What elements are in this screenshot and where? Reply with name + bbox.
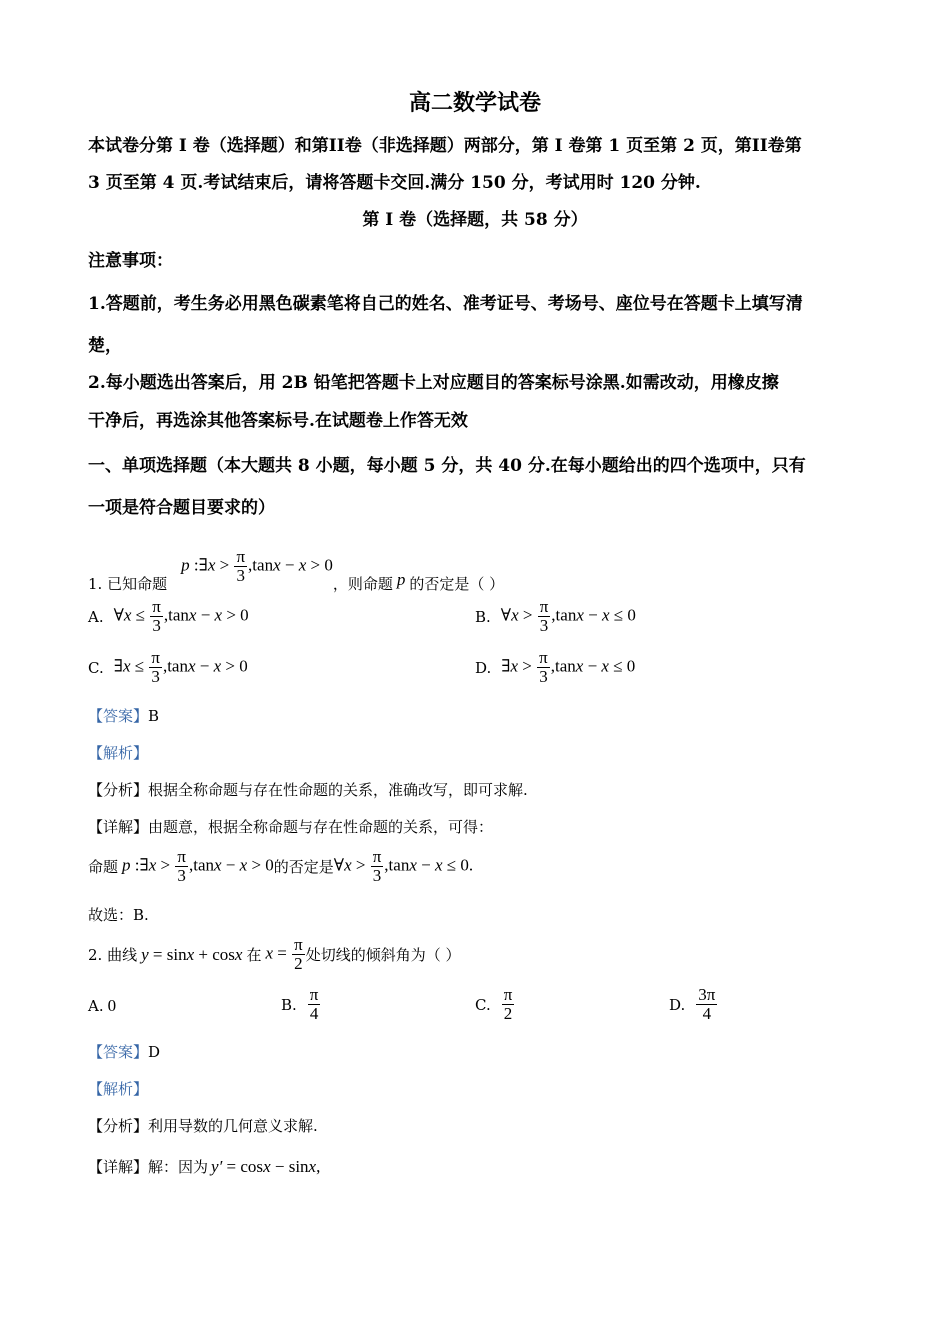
- q1-answer: 【答案】B: [88, 707, 160, 725]
- q2-analysis-tag: 【解析】: [88, 1080, 149, 1098]
- page-title: 高二数学试卷: [408, 90, 541, 116]
- note-1-line-2: 楚，: [88, 336, 122, 356]
- q1-final: 故选：B.: [88, 906, 149, 924]
- section-header: 第 I 卷（选择题，共 58 分）: [362, 210, 588, 230]
- q2-fenxi: 【分析】利用导数的几何意义求解.: [88, 1117, 318, 1135]
- q1-fenxi: 【分析】根据全称命题与存在性命题的关系，准确改写，即可求解.: [88, 781, 528, 799]
- q1-detail: 【详解】由题意，根据全称命题与存在性命题的关系，可得：: [88, 818, 494, 836]
- q1-conclusion: 命题 p :∃x > $\frac{\pi}{3}$ ,tanx − x > 0 的否定是 ∀x > $\frac{\pi}{3}$ ,tanx − x ≤ 0.: [88, 847, 474, 885]
- intro-line-2: 3 页至第 4 页.考试结束后，请将答题卡交回.满分 150 分，考试用时 120 分钟.: [88, 173, 701, 193]
- q1-proposition: p :∃x > $\frac{\pi}{3}$ ,tanx − x > 0: [181, 547, 333, 585]
- q2-option-d: D. $\frac{3\pi}{4}$: [669, 985, 716, 1023]
- q1-analysis-tag: 【解析】: [88, 744, 149, 762]
- q1-option-d: D. ∃x > $\frac{\pi}{3}$ ,tanx − x ≤ 0: [475, 648, 636, 686]
- note-2-line-2: 干净后，再选涂其他答案标号.在试题卷上作答无效: [88, 411, 468, 431]
- q1-stem: 1. 已知命题 p :∃x > $\frac{\pi}{3}$ ,tanx − x > 0 ，则命题 p 的否定是（ ）: [88, 547, 505, 593]
- intro-line-1: 本试卷分第 I 卷（选择题）和第II卷（非选择题）两部分，第 I 卷第 1 页至第 2 页，第II卷第: [88, 136, 802, 156]
- q1-option-b: B. ∀x > $\frac{\pi}{3}$ ,tanx − x ≤ 0: [475, 597, 636, 635]
- q1-option-a: A. ∀x ≤ $\frac{\pi}{3}$ ,tanx − x > 0: [88, 597, 249, 635]
- note-2-line-1: 2.每小题选出答案后，用 2B 铅笔把答题卡上对应题目的答案标号涂黑.如需改动，用橡皮擦: [88, 373, 779, 393]
- part1-line-1: 一、单项选择题（本大题共 8 小题，每小题 5 分，共 40 分.在每小题给出的四个选项中，只有: [88, 456, 806, 476]
- part1-line-2: 一项是符合题目要求的）: [88, 498, 275, 518]
- q1-option-c: C. ∃x ≤ $\frac{\pi}{3}$ ,tanx − x > 0: [88, 648, 248, 686]
- q2-option-c: C. $\frac{\pi}{2}$: [475, 985, 513, 1023]
- note-1-line-1: 1.答题前，考生务必用黑色碳素笔将自己的姓名、准考证号、考场号、座位号在答题卡上填写清: [88, 294, 803, 314]
- q2-option-b: B. $\frac{\pi}{4}$: [281, 985, 319, 1023]
- q2-stem: 2. 曲线 y = sinx + cosx 在 x = $\frac{\pi}{2}$ 处切线的倾斜角为（ ）: [88, 935, 461, 973]
- q2-answer: 【答案】D: [88, 1043, 161, 1061]
- notes-heading: 注意事项：: [88, 251, 173, 271]
- q2-detail: 【详解】 解：因为 y′ = cosx − sinx,: [88, 1156, 321, 1176]
- q2-option-a: A. 0: [88, 996, 117, 1015]
